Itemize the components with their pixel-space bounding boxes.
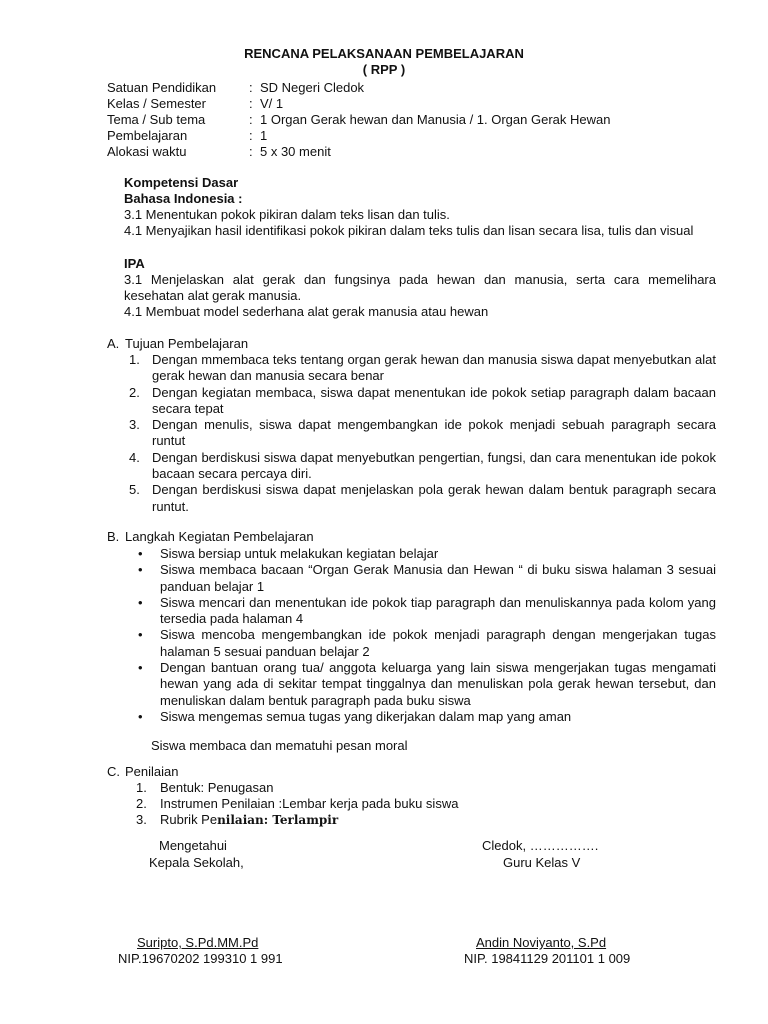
item-number: 2. <box>136 796 147 811</box>
tujuan-list <box>129 352 716 515</box>
section-langkah-heading <box>107 529 314 545</box>
item-number: 5. <box>129 482 140 498</box>
list-item <box>129 385 716 418</box>
list-item <box>136 562 716 595</box>
list-item <box>136 660 716 709</box>
list-item <box>129 417 716 450</box>
identity-value: 1 Organ Gerak hewan dan Manusia / 1. Organ Gerak Hewan <box>260 112 611 127</box>
list-item <box>129 482 716 515</box>
sign-right-nip: NIP. 19841129 201101 1 009 <box>464 951 631 966</box>
item-number: 1. <box>129 352 140 367</box>
identity-value: V/ 1 <box>260 96 284 111</box>
item-number: 1. <box>136 780 147 795</box>
item-number: 2. <box>129 384 140 400</box>
list-item <box>136 627 716 660</box>
section-title: Tujuan Pembelajaran <box>125 336 249 351</box>
identity-colon: : <box>249 96 253 111</box>
item-text: Siswa mengemas semua tugas yang dikerjakan dalam map yang aman <box>160 708 572 724</box>
section-penilaian-heading <box>107 764 179 780</box>
item-text: Dengan menulis, siswa dapat mengembangkan ide pokok menjadi sebuah paragraph secara runtut <box>152 417 716 449</box>
bullet-icon: • <box>138 546 143 561</box>
kompetensi-item: 4.1 Menyajikan hasil identifikasi pokok pikiran dalam teks tulis dan lisan secara lisa, tulis dan visual <box>124 223 694 238</box>
identity-colon: : <box>249 128 253 143</box>
langkah-closing: Siswa membaca dan mematuhi pesan moral <box>151 738 408 753</box>
identity-colon: : <box>249 80 253 95</box>
document-subtitle: ( RPP ) <box>362 62 406 77</box>
identity-value: 5 x 30 menit <box>260 144 331 159</box>
sign-right-line2: Guru Kelas V <box>503 855 581 870</box>
item-text: Dengan berdiskusi siswa dapat menyebutkan pengertian, fungsi, dan cara menentukan ide pokok bacaan secara percaya diri. <box>152 449 716 482</box>
item-text: Instrumen Penilaian :Lembar kerja pada buku siswa <box>160 796 459 811</box>
identity-value: SD Negeri Cledok <box>260 80 365 95</box>
item-number: 3. <box>136 812 147 827</box>
item-text: Dengan berdiskusi siswa dapat menjelaskan pola gerak hewan dalam bentuk paragraph secara runtut. <box>152 482 716 514</box>
kompetensi-heading: Kompetensi Dasar <box>124 175 239 190</box>
identity-key: Satuan Pendidikan <box>107 80 217 95</box>
bullet-icon: • <box>138 594 143 610</box>
penilaian-item <box>136 780 273 796</box>
identity-key: Pembelajaran <box>107 128 188 143</box>
item-number: 3. <box>129 417 140 433</box>
item-text: Siswa mencoba mengembangkan ide pokok menjadi paragraph dengan mengerjakan tugas halaman 5 sesuai panduan belajar 2 <box>160 627 716 659</box>
identity-key: Tema / Sub tema <box>107 112 206 127</box>
sign-left-name: Suripto, S.Pd.MM.Pd <box>137 935 259 950</box>
section-letter: B. <box>107 529 120 544</box>
sign-right-line1: Cledok, ……………. <box>482 838 599 853</box>
ipa-heading: IPA <box>124 256 145 271</box>
identity-colon: : <box>249 144 253 159</box>
bullet-icon: • <box>138 562 143 578</box>
item-text: Rubrik Pe <box>160 812 218 827</box>
item-text: Dengan bantuan orang tua/ anggota keluarga yang lain siswa mengerjakan tugas mengamati hewan yang ada di sekitar tempat tinggalnya dan menuliskan pola gerak hewan tersebut, dan menuliskan dalam bentuk paragraph pada buku siswa <box>160 660 716 708</box>
item-number: 4. <box>129 449 140 465</box>
section-tujuan-heading <box>107 336 248 352</box>
item-text: Siswa mencari dan menentukan ide pokok tiap paragraph dan menuliskannya pada kolom yang tersedia pada halaman 4 <box>160 594 716 627</box>
kompetensi-item: 4.1 Membuat model sederhana alat gerak manusia atau hewan <box>124 304 489 319</box>
list-item <box>136 595 716 628</box>
list-item <box>136 709 716 725</box>
list-item <box>136 546 716 562</box>
item-text: Bentuk: Penugasan <box>160 780 274 795</box>
identity-key: Kelas / Semester <box>107 96 206 111</box>
item-text: Siswa membaca bacaan “Organ Gerak Manusia dan Hewan “ di buku siswa halaman 3 sesuai panduan belajar 1 <box>160 562 716 594</box>
section-title: Langkah Kegiatan Pembelajaran <box>125 529 314 544</box>
bullet-icon: • <box>138 627 143 643</box>
item-text: Dengan kegiatan membaca, siswa dapat menentukan ide pokok setiap paragraph dalam bacaan secara tepat <box>152 384 716 416</box>
sign-left-line2: Kepala Sekolah, <box>149 855 244 870</box>
identity-key: Alokasi waktu <box>107 144 187 159</box>
identity-colon: : <box>249 112 253 127</box>
section-letter: A. <box>107 336 120 351</box>
kompetensi-item: 3.1 Menentukan pokok pikiran dalam teks lisan dan tulis. <box>124 207 450 222</box>
document-title: RENCANA PELAKSANAAN PEMBELAJARAN <box>244 46 524 61</box>
bullet-icon: • <box>138 708 143 724</box>
penilaian-item <box>136 812 338 828</box>
list-item <box>129 450 716 483</box>
sign-right-name: Andin Noviyanto, S.Pd <box>476 935 607 950</box>
penilaian-item <box>136 796 458 812</box>
item-text-bold: nilaian: Terlampir <box>217 813 339 827</box>
item-text: Dengan mmembaca teks tentang organ gerak hewan dan manusia siswa dapat menyebutkan alat gerak hewan dan manusia secara benar <box>152 352 716 384</box>
item-text: Siswa bersiap untuk melakukan kegiatan belajar <box>160 546 439 561</box>
identity-value: 1 <box>260 128 268 143</box>
bahasa-heading: Bahasa Indonesia : <box>124 191 243 206</box>
section-letter: C. <box>107 764 120 779</box>
sign-left-line1: Mengetahui <box>159 838 227 853</box>
sign-left-nip: NIP.19670202 199310 1 991 <box>118 951 283 966</box>
kompetensi-item: 3.1 Menjelaskan alat gerak dan fungsinya pada hewan dan manusia, serta cara memelihara kesehatan alat gerak manusia. <box>124 272 716 304</box>
langkah-list <box>136 546 716 725</box>
bullet-icon: • <box>138 660 143 676</box>
section-title: Penilaian <box>125 764 179 779</box>
list-item <box>129 352 716 385</box>
